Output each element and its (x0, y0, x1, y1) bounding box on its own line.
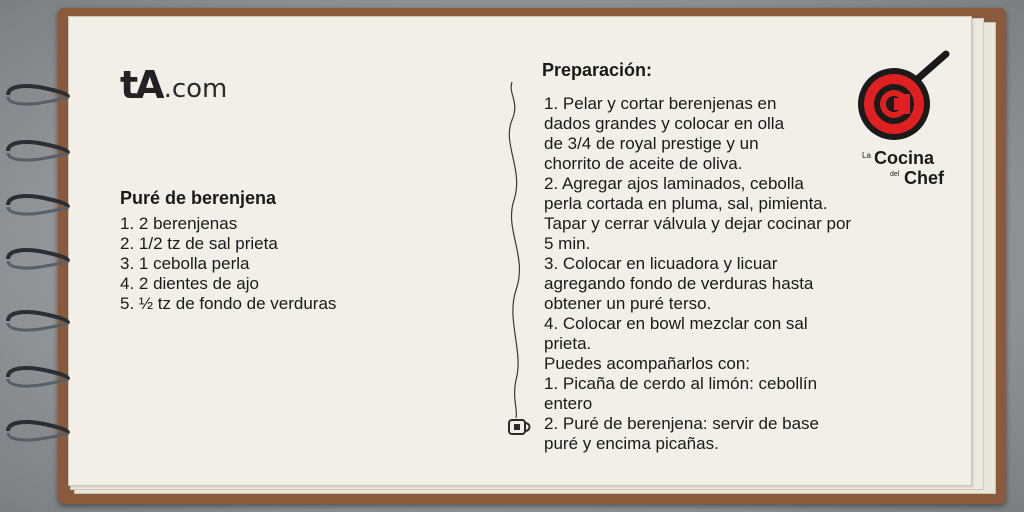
chef-brand-text (862, 146, 952, 186)
preparation-line: Tapar y cerrar válvula y dejar cocinar por (544, 214, 852, 233)
ingredient-item: 1. 2 berenjenas (120, 214, 238, 233)
preparation-line: chorrito de aceite de oliva. (544, 154, 743, 173)
spiral-ring-icon (4, 80, 70, 110)
ingredient-item: 5. ½ tz de fondo de verduras (120, 294, 337, 313)
preparation-line: 2. Puré de berenjena: servir de base (544, 414, 820, 433)
spiral-ring-icon (4, 362, 70, 392)
preparation-line: 2. Agregar ajos laminados, cebolla (544, 174, 804, 193)
preparation-line: 1. Pelar y cortar berenjenas en (544, 94, 777, 113)
preparation-line: obtener un puré terso. (544, 294, 712, 313)
logo-suffix: .com (163, 74, 228, 104)
preparation-line: de 3/4 de royal prestige y un (544, 134, 759, 153)
spiral-ring-icon (4, 244, 70, 274)
preparation-line: dados grandes y colocar en olla (544, 114, 785, 133)
preparation-line: Puedes acompañarlos con: (544, 354, 751, 373)
ingredient-item: 2. 1/2 tz de sal prieta (120, 234, 278, 253)
brand-del: del (890, 171, 900, 178)
ingredient-item: 3. 1 cebolla perla (120, 254, 250, 273)
brand-la: La (862, 151, 871, 160)
spiral-ring-icon (4, 306, 70, 336)
preparation-line: agregando fondo de verduras hasta (544, 274, 814, 293)
tea-bag-string-icon (498, 80, 538, 420)
preparation-line: 4. Colocar en bowl mezclar con sal (544, 314, 808, 333)
spiral-ring-icon (4, 136, 70, 166)
preparation-line: entero (544, 394, 593, 413)
logo-mark: tA (120, 63, 162, 107)
preparation-line: 5 min. (544, 234, 591, 253)
site-logo (120, 63, 228, 107)
spiral-ring-icon (4, 190, 70, 220)
preparation-line: prieta. (544, 334, 592, 353)
spiral-ring-icon (4, 416, 70, 446)
preparation-line: 3. Colocar en licuadora y licuar (544, 254, 778, 273)
preparation-line: puré y encima picañas. (544, 434, 719, 453)
tea-cup-icon (506, 414, 534, 438)
preparation-title: Preparación: (542, 60, 653, 80)
preparation-line: 1. Picaña de cerdo al limón: cebollín (544, 374, 818, 393)
preparation-line: perla cortada en pluma, sal, pimienta. (544, 194, 828, 213)
ingredient-item: 4. 2 dientes de ajo (120, 274, 259, 293)
ingredients-list (120, 214, 336, 314)
brand-cocina: Cocina (874, 148, 935, 168)
brand-chef: Chef (904, 168, 944, 186)
recipe-title: Puré de berenjena (120, 188, 277, 208)
